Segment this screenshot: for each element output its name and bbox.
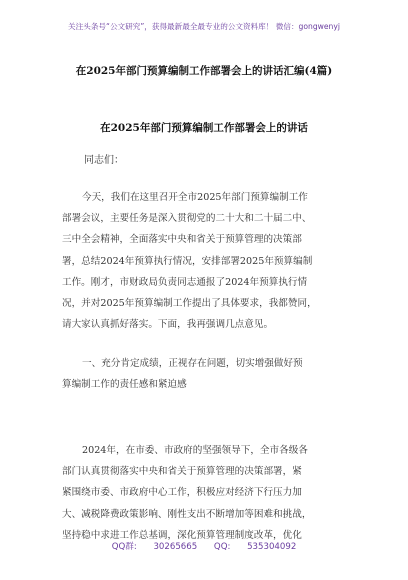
paragraph-line: 部署会议，主要任务是深入贯彻党的二十大和二十届二中、 (62, 213, 312, 225)
paragraph-line: 三中全会精神，全面落实中央和省关于预算管理的决策部 (62, 234, 302, 246)
paragraph-line: 2024年，在市委、市政府的坚强领导下，全市各级各 (82, 445, 308, 456)
article-title: 在2025年部门预算编制工作部署会上的讲话 (100, 122, 308, 134)
compilation-title: 在2025年部门预算编制工作部署会上的讲话汇编(4篇) (75, 65, 333, 77)
paragraph-line: 今天，我们在这里召开全市2025年部门预算编制工作 (82, 192, 308, 203)
paragraph-line: 况，并对2025年预算编制工作提出了具体要求，我都赞同， (62, 297, 317, 309)
paragraph-line: 部门认真贯彻落实中央和省关于预算管理的决策部署，紧 (62, 466, 302, 478)
paragraph-line: 一、充分肯定成绩，正视存在问题，切实增强做好预 (82, 358, 303, 369)
paragraph-line: 坚持稳中求进工作总基调，深化预算管理制度改革，优化 (62, 529, 302, 541)
paragraph-achievements (62, 440, 340, 546)
contact-footer: QQ群: 30265665 QQ: 535304092 (111, 542, 297, 552)
paragraph-line: 工作。刚才，市财政局负责同志通报了2024年预算执行情 (62, 276, 308, 288)
paragraph-line: 算编制工作的责任感和紧迫感 (62, 379, 187, 391)
paragraph-line: 大、减税降费政策影响、刚性支出不断增加等困难和挑战， (62, 508, 312, 520)
promo-banner: 关注头条号“公文研究”，获得最新最全最专业的公文资料库！ 微信：gongwenyj (68, 22, 340, 31)
paragraph-intro (62, 187, 340, 335)
paragraph-line: 紧围绕市委、市政府中心工作，积极应对经济下行压力加 (62, 487, 302, 499)
section-heading-1 (62, 353, 340, 395)
paragraph-line: 请大家认真抓好落实。下面，我再强调几点意见。 (62, 319, 274, 331)
paragraph-line: 署，总结2024年预算执行情况，安排部署2025年预算编制 (62, 255, 313, 267)
greeting: 同志们： (84, 155, 124, 166)
